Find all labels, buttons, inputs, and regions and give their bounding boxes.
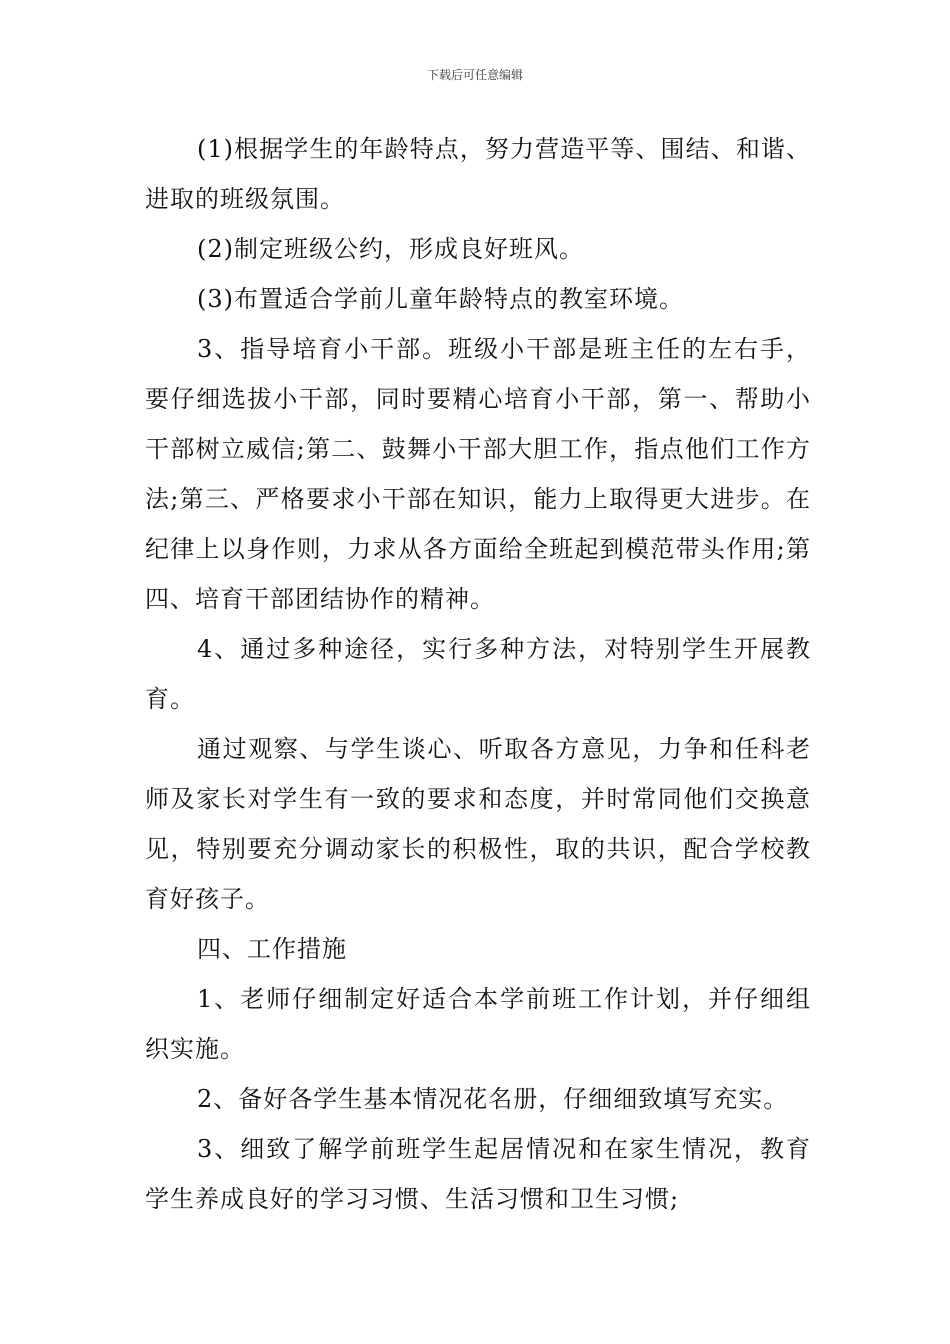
paragraph: 3、细致了解学前班学生起居情况和在家生情况，教育学生养成良好的学习习惯、生活习惯和卫生习惯;: [145, 1135, 811, 1213]
paragraph: 3、指导培育小干部。班级小干部是班主任的左右手，要仔细选拔小干部，同时要精心培育小干部，第一、帮助小干部树立威信;第二、鼓舞小干部大胆工作，指点他们工作方法;第三、严格要求小干部在知识，能力上取得更大进步。在纪律上以身作则，力求从各方面给全班起到模范带头作用;第四、培育干部团结协作的精神。: [145, 335, 811, 613]
paragraph: 4、通过多种途径，实行多种方法，对特别学生开展教育。: [145, 635, 811, 713]
paragraph: (2)制定班级公约，形成良好班风。: [197, 235, 584, 263]
header-note: 下载后可任意编辑: [426, 68, 523, 82]
paragraph: (3)布置适合学前儿童年龄特点的教室环境。: [197, 285, 684, 313]
paragraph: 2、备好各学生基本情况花名册，仔细细致填写充实。: [197, 1085, 789, 1113]
paragraph: 通过观察、与学生谈心、听取各方意见，力争和任科老师及家长对学生有一致的要求和态度，并时常同他们交换意见，特别要充分调动家长的积极性，取的共识，配合学校教育好孩子。: [145, 735, 811, 913]
document-body: [145, 124, 811, 1224]
paragraph: 1、老师仔细制定好适合本学前班工作计划，并仔细组织实施。: [145, 985, 811, 1063]
section-heading: 四、工作措施: [197, 935, 347, 963]
paragraph: (1)根据学生的年龄特点，努力营造平等、围结、和谐、进取的班级氛围。: [145, 135, 811, 213]
